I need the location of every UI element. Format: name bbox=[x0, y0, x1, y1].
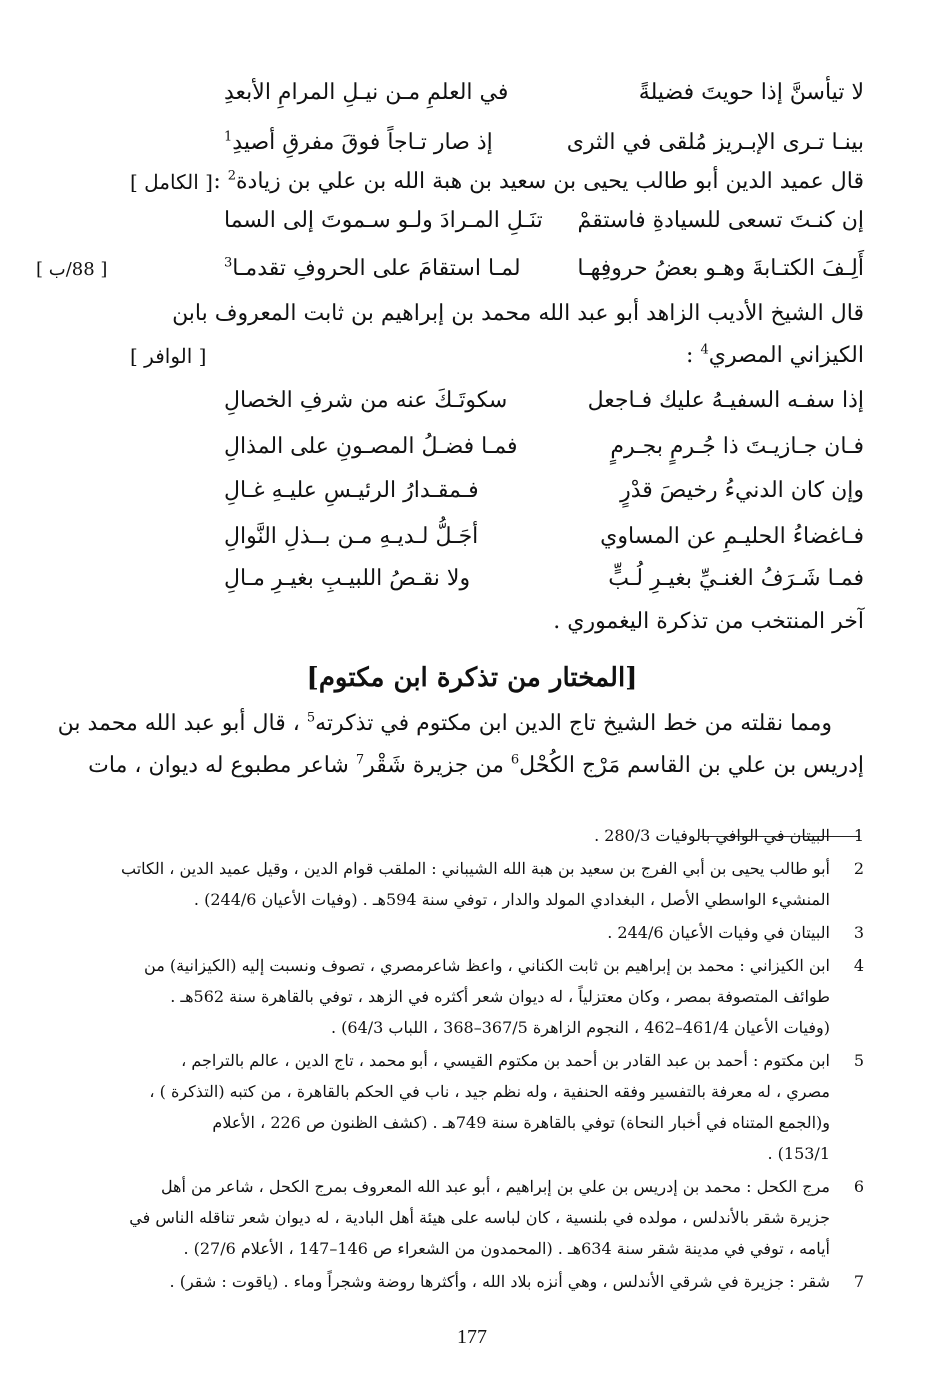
verse-hemistich-right: فـان جـازيـتَ ذا جُـرمٍ بجـرمٍ bbox=[610, 434, 864, 459]
page-number: 177 bbox=[457, 1326, 487, 1348]
colon: : bbox=[213, 169, 221, 194]
footnote-line: شقر : جزيرة في شرقي الأندلس ، وهي أنزه بلاد الله ، وأكثرها روضة وشجراً وماء . (ياقوت : شقر) . bbox=[169, 1272, 830, 1291]
verse-hemistich-left: في العلمِ مـن نيـلِ المرامِ الأبعدِ bbox=[224, 80, 509, 105]
footnote-number: 7 bbox=[853, 1272, 864, 1291]
verse-hemistich-left: سكوتَـكَ عنه من شرفِ الخصالِ bbox=[224, 388, 508, 413]
footnote-ref: 5 bbox=[306, 710, 316, 726]
footnote bbox=[124, 1045, 864, 1169]
verse-hemistich-left bbox=[224, 246, 521, 292]
section-heading: [المختار من تذكرة ابن مكتوم] bbox=[306, 663, 638, 693]
footnote-line: طوائف المتصوفة بمصر ، وكان معتزلياً ، له ديوان شعر أكثره في الزهد ، توفي بالقاهرة سنة 562هـ . bbox=[170, 987, 830, 1006]
verse-hemistich-right: لا تيأسنَّ إذا حويتَ فضيلةً bbox=[638, 80, 864, 105]
verse-text: لمـا استقامَ على الحروفِ تقدمـا bbox=[232, 256, 521, 281]
footnote-number: 1 bbox=[853, 826, 864, 845]
verse-intro-line2 bbox=[124, 334, 864, 378]
footnote bbox=[124, 917, 864, 948]
verse-line bbox=[224, 378, 864, 424]
intro-text: الكيزاني المصري bbox=[708, 343, 864, 368]
footnote-ref: 7 bbox=[355, 752, 365, 768]
verse-line bbox=[224, 246, 864, 292]
verse-hemistich-left: أجَـلُّ لـديـهِ مـن بــذلِ النَّوالِ bbox=[224, 524, 479, 549]
verse-line bbox=[224, 424, 864, 470]
verse-hemistich-left: ولا نقـصُ اللبيـبِ بغيـرِ مـالِ bbox=[224, 566, 471, 591]
body-text: من جزيرة شَقْر bbox=[364, 753, 504, 778]
verse-hemistich-right: إن كنـتَ تسعى للسيادةِ فاستقمْ bbox=[577, 208, 864, 233]
verse-hemistich-right: وإن كان الدنيءُ رخيصَ قدْرٍ bbox=[620, 478, 864, 503]
body-text: ومما نقلته من خط الشيخ تاج الدين ابن مكتوم في تذكرته bbox=[315, 711, 832, 736]
footnote-number: 5 bbox=[853, 1051, 864, 1070]
meter-label: [ الوافر ] bbox=[130, 344, 207, 368]
intro-text: قال عميد الدين أبو طالب يحيى بن سعيد بن هبة الله بن علي بن زيادة bbox=[236, 169, 864, 194]
verse-line bbox=[224, 70, 864, 116]
verse-hemistich-left: تنَـلِ المـرادَ ولـو سـموتَ إلى السما bbox=[224, 208, 543, 233]
footnote bbox=[120, 853, 864, 915]
verse-line bbox=[224, 514, 864, 560]
footnote-line: مرج الكحل : محمد بن إدريس بن علي بن إبراهيم ، أبو عبد الله المعروف بمرج الكحل ، شاعر من أهل bbox=[160, 1177, 830, 1196]
footnote-number: 2 bbox=[853, 859, 864, 878]
verse-line bbox=[224, 198, 864, 244]
verse-hemistich-right: إذا سفـه السفيـهُ عليك فـاجعل bbox=[587, 388, 864, 413]
footnote-number: 4 bbox=[853, 956, 864, 975]
colon: : bbox=[686, 343, 694, 368]
verse-hemistich-right: بينـا تـرى الإبـريز مُلقى في الثرى bbox=[566, 130, 864, 155]
verse-hemistich-left: فـمقـدارُ الرئيـسِ عليـهِ غـالِ bbox=[224, 478, 479, 503]
verse-line bbox=[224, 556, 864, 602]
verse-hemistich-right: فمـا شَـرَفُ الغنـيِّ بغيـرِ لُـبٍّ bbox=[608, 566, 864, 591]
body-text: ، قال أبو عبد الله محمد بن bbox=[57, 711, 300, 736]
margin-folio-ref: [ 88/ب ] bbox=[36, 259, 108, 280]
meter-label: [ الكامل ] bbox=[130, 170, 213, 194]
footnote-line: البيتان في الوافي بالوفيات 280/3 . bbox=[594, 826, 830, 845]
footnote-number: 3 bbox=[853, 923, 864, 942]
footnote-ref: 4 bbox=[700, 342, 709, 358]
body-line1 bbox=[57, 702, 832, 746]
verse-hemistich-right: فـاغضاءُ الحليـمِ عن المساوي bbox=[600, 524, 864, 549]
footnote bbox=[124, 1266, 864, 1297]
verse-hemistich-right: أَلِـفَ الكتـابةَ وهـو بعضُ حروفِهـا bbox=[577, 256, 864, 281]
footnote-line: مصري ، له معرفة بالتفسير وفقه الحنفية ، وله نظم جيد ، ناب في الحكم بالقاهرة ، من كتبه (التذكرة ) ، bbox=[149, 1082, 830, 1101]
footnote-ref: 2 bbox=[227, 168, 237, 184]
footnote-line: ابن مكتوم : أحمد بن عبد القادر بن أحمد بن مكتوم القيسي ، أبو محمد ، تاج الدين ، عالم بالتراجم ، bbox=[181, 1051, 830, 1070]
verse-intro-line1: قال الشيخ الأديب الزاهد أبو عبد الله محمد بن إبراهيم بن ثابت المعروف بابن bbox=[172, 301, 864, 326]
verse-line bbox=[224, 468, 864, 514]
body-text: إدريس بن علي بن القاسم مَرْج الكُحْل bbox=[519, 753, 864, 778]
footnote-line: ابن الكيزاني : محمد بن إبراهيم بن ثابت الكناني ، واعظ شاعرمصري ، تصوف ونسبت إليه (الكيزانية) من bbox=[144, 956, 830, 975]
footnote-line: المنشيء الواسطي الأصل ، البغدادي المولد والدار ، توفي سنة 594هـ . (وفيات الأعيان 244/6) . bbox=[193, 890, 830, 909]
footnote-line: و(الجمع المتناه في أخبار النحاة) توفي بالقاهرة سنة 749هـ . (كشف الظنون ص 226 ، الأعلام bbox=[212, 1113, 830, 1132]
footnote bbox=[124, 1171, 864, 1264]
footnote-line: 153/1) . bbox=[767, 1144, 830, 1163]
end-note: آخر المنتخب من تذكرة اليغموري . bbox=[553, 609, 864, 634]
footnote-line: (وفيات الأعيان 461/4–462 ، النجوم الزاهرة 367/5–368 ، اللباب 64/3) . bbox=[330, 1018, 830, 1037]
verse-hemistich-left: فمـا فضـلُ المصـونِ على المذالِ bbox=[224, 434, 518, 459]
footnote-number: 6 bbox=[853, 1177, 864, 1196]
verse-text: إذ صار تـاجاً فوقَ مفرقِ أصيدِ bbox=[232, 130, 493, 155]
footnote bbox=[124, 950, 864, 1043]
footnote-line: البيتان في وفيات الأعيان 244/6 . bbox=[607, 923, 830, 942]
footnote-line: أيامه ، توفي في مدينة شقر سنة 634هـ . (المحمدون من الشعراء ص 146–147 ، الأعلام 27/6) . bbox=[183, 1239, 830, 1258]
footnote bbox=[124, 820, 864, 851]
body-text: شاعر مطبوع له ديوان ، مات bbox=[88, 753, 349, 778]
body-line2 bbox=[88, 744, 864, 788]
footnote-ref: 6 bbox=[510, 752, 520, 768]
footnote-line: أبو طالب يحيى بن أبي الفرج بن سعيد بن هبة الله الشيباني : الملقب قوام الدين ، وقيل عميد الدين ، الكاتب bbox=[120, 859, 830, 878]
footnote-line: جزيرة شقر بالأندلس ، مولده في بلنسية ، كان لباسه على هيئة أهل البادية ، له ديوان شعر تناقله الناس في bbox=[129, 1208, 830, 1227]
footnote-ref: 3 bbox=[224, 255, 233, 271]
footnote-ref: 1 bbox=[224, 129, 233, 145]
